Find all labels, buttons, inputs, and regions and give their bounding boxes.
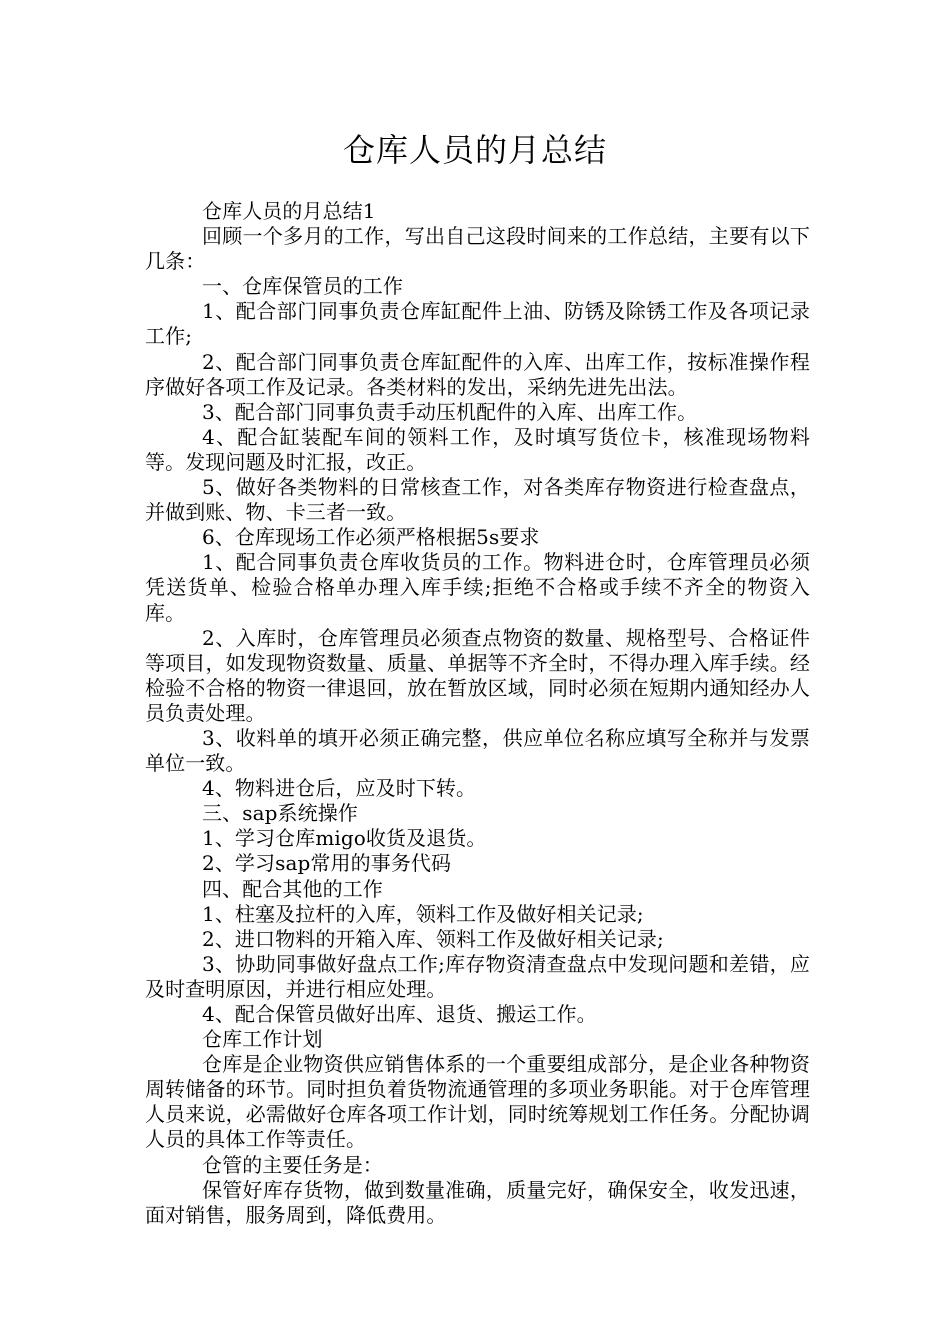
paragraph: 2、入库时，仓库管理员必须查点物资的数量、规格型号、合格证件等项目，如发现物资数量、质量、单据等不齐全时，不得办理入库手续。经检验不合格的物资一律退回，放在暂放区域，同时必须在短期内通知经办人员负责处理。 [145, 625, 810, 725]
paragraph: 1、配合部门同事负责仓库缸配件上油、防锈及除锈工作及各项记录工作; [145, 299, 810, 349]
paragraph: 仓管的主要任务是： [202, 1152, 383, 1177]
paragraph: 3、协助同事做好盘点工作;库存物资清查盘点中发现问题和差错，应及时查明原因，并进行相应处理。 [145, 951, 810, 1001]
paragraph: 回顾一个多月的工作，写出自己这段时间来的工作总结，主要有以下几条： [145, 224, 810, 274]
paragraph: 四、配合其他的工作 [202, 876, 383, 901]
paragraph: 2、配合部门同事负责仓库缸配件的入库、出库工作，按标准操作程序做好各项工作及记录。各类材料的发出，采纳先进先出法。 [145, 349, 810, 399]
paragraph: 保管好库存货物，做到数量准确，质量完好，确保安全，收发迅速，面对销售，服务周到，降低费用。 [145, 1177, 810, 1227]
document-title: 仓库人员的月总结 [342, 131, 607, 169]
paragraph: 4、配合保管员做好出库、退货、搬运工作。 [202, 1002, 597, 1026]
paragraph: 1、柱塞及拉杆的入库，领料工作及做好相关记录; [202, 901, 644, 926]
paragraph: 2、进口物料的开箱入库、领料工作及做好相关记录; [202, 926, 664, 951]
paragraph: 4、物料进仓后，应及时下转。 [202, 776, 477, 801]
paragraph: 2、学习sap常用的事务代码 [202, 851, 452, 876]
paragraph: 仓库是企业物资供应销售体系的一个重要组成部分，是企业各种物资周转储备的环节。同时担负着货物流通管理的多项业务职能。对于仓库管理人员来说，必需做好仓库各项工作计划，同时统筹规划工作任务。分配协调人员的具体工作等责任。 [145, 1052, 810, 1152]
paragraph: 4、配合缸装配车间的领料工作，及时填写货位卡，核准现场物料等。发现问题及时汇报，改正。 [145, 424, 810, 474]
paragraph: 1、配合同事负责仓库收货员的工作。物料进仓时，仓库管理员必须凭送货单、检验合格单办理入库手续;拒绝不合格或手续不齐全的物资入库。 [145, 550, 810, 625]
paragraph: 3、收料单的填开必须正确完整，供应单位名称应填写全称并与发票单位一致。 [145, 725, 810, 776]
paragraph: 3、配合部门同事负责手动压机配件的入库、出库工作。 [202, 399, 698, 424]
paragraph: 6、仓库现场工作必须严格根据5s要求 [202, 525, 540, 550]
document-body [145, 199, 810, 1228]
paragraph: 仓库人员的月总结1 [202, 199, 376, 223]
paragraph: 5、做好各类物料的日常核查工作，对各类库存物资进行检查盘点，并做到账、物、卡三者一致。 [145, 475, 810, 525]
paragraph: 仓库工作计划 [202, 1027, 323, 1052]
paragraph: 1、学习仓库migo收货及退货。 [202, 826, 487, 851]
paragraph: 一、仓库保管员的工作 [202, 274, 403, 299]
paragraph: 三、sap系统操作 [202, 801, 358, 826]
